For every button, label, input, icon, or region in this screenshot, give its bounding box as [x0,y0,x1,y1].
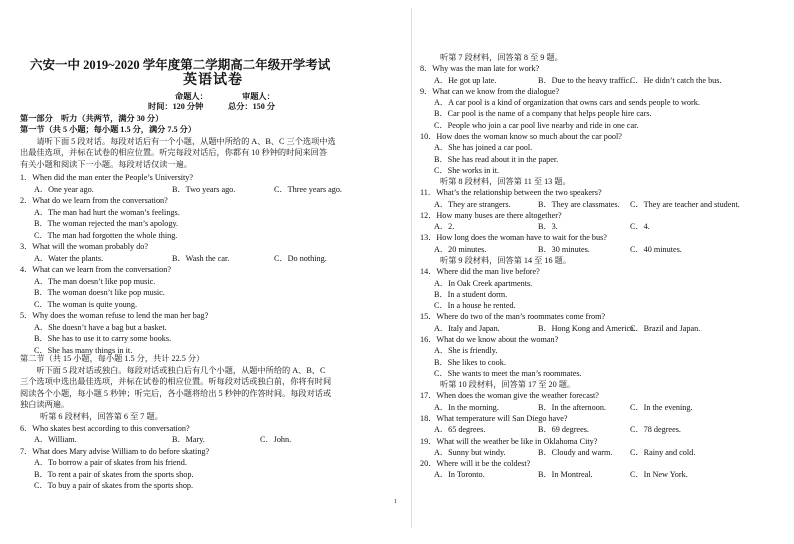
listening-note: 听第 6 段材料，回答第 6 至 7 题。 [40,412,163,421]
answer-option: B．Cloudy and warm. [538,447,613,457]
answer-option: B．To rent a pair of skates from the sports shop. [34,469,194,479]
answer-option: C．The man had forgotten the whole thing. [34,230,178,240]
question-stem: 5．Why does the woman refuse to lend the man her bag? [20,311,209,320]
question-stem: 10．How does the woman know so much about the car pool? [420,131,622,141]
question-stem: 20．Where will it be the coldest? [420,459,531,469]
answer-option: A．William. [34,435,77,444]
answer-option: A．The man doesn’t like pop music. [34,276,156,286]
question-stem: 12．How many buses are there altogether? [420,210,562,220]
answer-option: C．People who join a car pool live nearby and ride in one car. [434,120,639,130]
section2-heading: 第二节（共 15 小题，每小题 1.5 分，共计 22.5 分） [20,354,205,363]
answer-option: C．John. [260,435,292,444]
section1-heading: 第一节（共 5 小题；每小题 1.5 分，满分 7.5 分） [20,125,197,134]
answer-option: C．Three years ago. [274,184,342,194]
answer-option: C．Brazil and Japan. [630,323,701,333]
question-stem: 3．What will the woman probably do? [20,242,149,251]
answer-option: C．In the evening. [630,402,693,412]
answer-option: C．78 degrees. [630,425,681,435]
question-stem: 6．Who skates best according to this conversation? [20,423,190,433]
answer-option: B．Mary. [172,435,205,444]
instruction-line: 出最佳选项，并标在试卷的相应位置。听完每段对话后，你都有 10 秒钟的时间来回答 [20,148,328,157]
answer-option: C．She wants to meet the man’s roommates. [434,368,582,378]
answer-option: C．40 minutes. [630,244,682,254]
answer-option: A．She is friendly. [434,346,498,356]
answer-option: A．65 degrees. [434,425,486,435]
column-divider [411,8,412,528]
question-stem: 11．What’s the relationship between the two speakers? [420,188,602,198]
setter-label: 命题人： [175,92,208,101]
time-label: 时间：120 分钟 [148,102,204,111]
answer-option: C．In a house he rented. [434,301,516,311]
answer-option: B．She has read about it in the paper. [434,154,559,164]
question-stem: 16．What do we know about the woman? [420,335,559,344]
answer-option: A．To borrow a pair of skates from his friend. [34,458,187,467]
answer-option: A．The man had hurt the woman’s feelings. [34,207,180,217]
listening-note: 听第 8 段材料，回答第 11 至 13 题。 [440,177,571,187]
reviewer-label: 审题人： [242,92,275,101]
answer-option: A．Italy and Japan. [434,323,500,333]
answer-option: A．A car pool is a kind of organization that owns cars and sends people to work. [434,98,700,108]
answer-option: B．69 degrees. [538,425,589,435]
answer-option: B．Hong Kong and America. [538,323,636,333]
answer-option: C．She works in it. [434,165,500,175]
answer-option: C．The woman is quite young. [34,299,138,309]
instruction-line: 听下面 5 段对话或独白。每段对话或独白后有几个小题，从题中所给的 A、B、C [20,366,326,375]
question-stem: 8．Why was the man late for work? [420,64,540,74]
answer-option: B．The woman rejected the man’s apology. [34,219,179,228]
answer-option: B．Due to the heavy traffic. [538,75,632,85]
answer-option: B．Car pool is the name of a company that helps people hire cars. [434,109,652,119]
exam-title: 六安一中 2019~2020 学年度第二学期高二年级开学考试 [30,58,331,72]
question-stem: 15．Where do two of the man’s roommates come from? [420,312,606,322]
page-number: 1 [394,499,397,505]
instruction-line: 三个选项中选出最佳选项，并标在试卷的相应位置。听每段对话或独白前，你将有时间 [20,377,332,386]
answer-option: A．In the morning. [434,402,499,412]
answer-option: C．Do nothing. [274,253,327,263]
answer-option: B．They are classmates. [538,199,620,209]
answer-option: C．He didn’t catch the bus. [630,75,722,85]
answer-option: B．She has to use it to carry some books. [34,334,172,343]
answer-option: B．In the afternoon. [538,402,606,412]
instruction-line: 有关小题和阅读下一小题。每段对话仅读一遍。 [20,160,192,169]
listening-note: 听第 7 段材料，回答第 8 至 9 题。 [440,53,563,62]
question-stem: 18．What temperature will San Diego have? [420,413,568,423]
answer-option: A．One year ago. [34,184,94,194]
answer-option: A．2. [434,222,455,232]
answer-option: B．She likes to cook. [434,357,506,367]
answer-option: B．Wash the car. [172,253,230,263]
question-stem: 7．What does Mary advise William to do before skating? [20,446,210,456]
answer-option: A．Water the plants. [34,253,104,263]
question-stem: 17．When does the woman give the weather forecast? [420,391,599,401]
answer-option: C．She has many things in it. [34,345,133,355]
question-stem: 9．What can we know from the dialogue? [420,86,560,96]
instruction-line: 请听下面 5 段对话。每段对话后有一个小题，从题中所给的 A、B、C 三个选项中选 [20,137,336,146]
part1-heading: 第一部分 听力（共两节，满分 30 分） [20,114,164,123]
answer-option: B．In a student dorm. [434,289,508,299]
answer-option: C．In New York. [630,470,688,480]
question-stem: 1．When did the man enter the People’s University? [20,173,194,182]
answer-option: B．The woman doesn’t like pop music. [34,288,165,297]
subject-title: 英语试卷 [183,73,243,88]
instruction-line: 阅读各个小题，每小题 5 秒钟；听完后，各小题将给出 5 秒钟的作答时间。每段对话或 [20,389,332,398]
question-stem: 13．How long does the woman have to wait for the bus? [420,233,607,243]
answer-option: B．Two years ago. [172,184,236,194]
question-stem: 19．What will the weather be like in Oklahoma City? [420,436,598,446]
answer-option: B．3. [538,222,558,232]
question-stem: 14．Where did the man live before? [420,267,540,277]
answer-option: A．In Oak Creek apartments. [434,278,533,288]
listening-note: 听第 9 段材料，回答第 14 至 16 题。 [440,256,572,266]
question-stem: 2．What do we learn from the conversation? [20,196,168,205]
answer-option: C．To buy a pair of skates from the sports shop. [34,481,194,490]
answer-option: A．She doesn’t have a bag but a basket. [34,322,167,332]
answer-option: C．They are teacher and student. [630,199,740,209]
score-label: 总分：150 分 [228,102,276,111]
answer-option: A．20 minutes. [434,244,487,254]
answer-option: B．30 minutes. [538,244,590,254]
question-stem: 4．What can we learn from the conversation? [20,265,171,274]
answer-option: A．She has joined a car pool. [434,143,533,153]
answer-option: C．4. [630,222,650,232]
answer-option: A．They are strangers. [434,199,511,209]
answer-option: A．In Toronto. [434,470,485,480]
answer-option: A．He got up late. [434,75,497,85]
answer-option: A．Sunny but windy. [434,447,506,457]
listening-note: 听第 10 段材料，回答第 17 至 20 题。 [440,380,576,390]
answer-option: C．Rainy and cold. [630,447,696,457]
instruction-line: 独白读两遍。 [20,400,70,409]
answer-option: B．In Montreal. [538,470,593,480]
